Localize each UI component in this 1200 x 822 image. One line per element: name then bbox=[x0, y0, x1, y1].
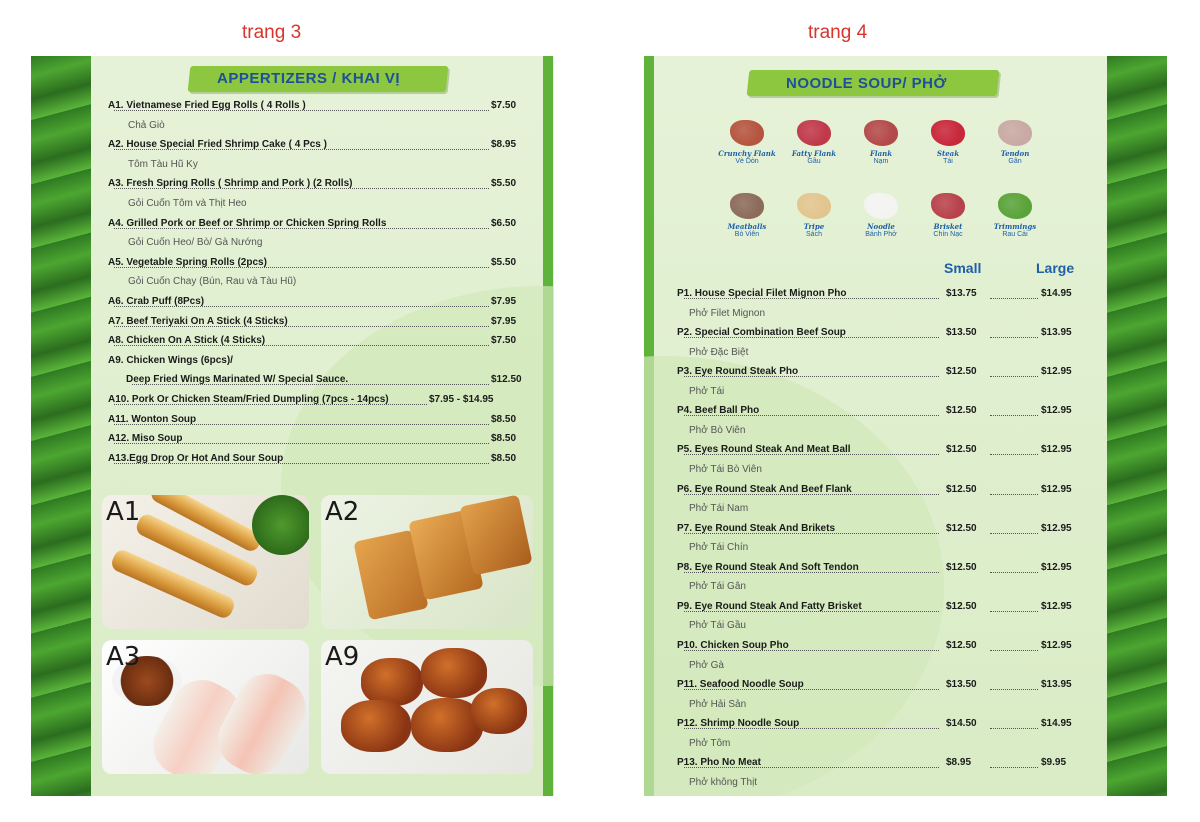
ingredient-name: Steak bbox=[936, 149, 960, 158]
ingredient-vietnamese: Vè Dòn bbox=[735, 158, 759, 165]
dot-leader bbox=[990, 572, 1038, 573]
dot-leader bbox=[990, 376, 1038, 377]
menu-item-name: A3. Fresh Spring Rolls ( Shrimp and Pork ) (2 Rolls) bbox=[108, 178, 353, 190]
page-label-right: trang 4 bbox=[808, 22, 868, 43]
menu-item-price-small: $13.50 bbox=[946, 327, 977, 339]
menu-page-4 bbox=[644, 56, 1167, 796]
appetizers-title: APPERTIZERS / KHAI VỊ bbox=[217, 70, 401, 87]
menu-item-price-large: $12.95 bbox=[1041, 444, 1072, 456]
menu-item-price-large: $12.95 bbox=[1041, 561, 1072, 573]
photo-a9 bbox=[321, 640, 533, 774]
menu-item-price-large: $14.95 bbox=[1041, 718, 1072, 730]
ingredient-name: Noodle bbox=[867, 222, 895, 231]
menu-item-vietnamese: Chả Giò bbox=[128, 119, 165, 131]
menu-item-name: A4. Grilled Pork or Beef or Shrimp or Chicken Spring Rolls bbox=[108, 217, 387, 229]
ingredient-vietnamese: Tái bbox=[943, 158, 953, 165]
menu-item-name: P5. Eyes Round Steak And Meat Ball bbox=[677, 444, 851, 456]
dot-leader bbox=[990, 533, 1038, 534]
ingredient-vietnamese: Bò Viên bbox=[734, 231, 760, 238]
ingredient-vietnamese: Sách bbox=[806, 231, 822, 238]
ingredient-name: Trimmings bbox=[993, 222, 1037, 231]
menu-item-price-large: $13.95 bbox=[1041, 679, 1072, 690]
ingredient-name: Flank bbox=[869, 149, 893, 158]
menu-item-name: A10. Pork Or Chicken Steam/Fried Dumpling (7pcs - 14pcs) bbox=[108, 394, 389, 405]
menu-item-price-small: $12.50 bbox=[946, 522, 977, 534]
ingredient-name: Tripe bbox=[803, 222, 825, 231]
dot-leader bbox=[990, 337, 1038, 338]
menu-item-name: A13.Egg Drop Or Hot And Sour Soup bbox=[108, 452, 284, 464]
page-label-left: trang 3 bbox=[242, 22, 302, 43]
ingredient-tendon bbox=[985, 120, 1045, 165]
menu-item-price-small: $12.50 bbox=[946, 639, 977, 651]
dot-leader bbox=[990, 415, 1038, 416]
ingredient-vietnamese: Rau Cải bbox=[1002, 231, 1028, 238]
left-decor-band bbox=[31, 56, 91, 796]
menu-item-name: P10. Chicken Soup Pho bbox=[677, 639, 789, 651]
dot-leader bbox=[990, 728, 1038, 729]
menu-item-name: P11. Seafood Noodle Soup bbox=[677, 679, 804, 690]
menu-item-vietnamese: Phở Tái Nam bbox=[689, 503, 749, 515]
menu-item-price-small: $12.50 bbox=[946, 366, 977, 378]
menu-item-price: $8.95 bbox=[491, 139, 517, 151]
menu-item-price-small: $13.75 bbox=[946, 288, 977, 299]
menu-item-vietnamese: Phở không Thịt bbox=[689, 776, 758, 788]
menu-item-name: P6. Eye Round Steak And Beef Flank bbox=[677, 483, 852, 495]
steak-icon bbox=[931, 120, 965, 146]
ingredient-name: Tendon bbox=[1000, 149, 1030, 158]
menu-item-price-large: $14.95 bbox=[1041, 288, 1072, 299]
menu-item-price-small: $12.50 bbox=[946, 600, 977, 612]
menu-item-vietnamese: Phở Bò Viên bbox=[689, 424, 746, 436]
menu-item-price-large: $12.95 bbox=[1041, 483, 1072, 495]
menu-item-price: $12.50 bbox=[491, 374, 522, 386]
ingredient-name: Meatballs bbox=[727, 222, 767, 231]
ingredient-name: Brisket bbox=[933, 222, 963, 231]
ingredient-vietnamese: Nạm bbox=[873, 158, 889, 165]
menu-item-price: $7.50 bbox=[491, 100, 517, 111]
menu-item-name: P9. Eye Round Steak And Fatty Brisket bbox=[677, 600, 862, 612]
dot-leader bbox=[990, 767, 1038, 768]
menu-item-price-small: $12.50 bbox=[946, 483, 977, 495]
menu-item-price: $8.50 bbox=[491, 413, 517, 425]
menu-item-name: A1. Vietnamese Fried Egg Rolls ( 4 Rolls ) bbox=[108, 100, 306, 111]
small-header: Small bbox=[944, 260, 982, 276]
ingredient-noodle bbox=[851, 193, 911, 238]
dot-leader bbox=[990, 611, 1038, 612]
menu-item-price: $7.95 bbox=[491, 296, 517, 307]
dot-leader bbox=[990, 650, 1038, 651]
menu-item-vietnamese: Tôm Tàu Hũ Ky bbox=[128, 158, 198, 170]
menu-item-price-large: $12.95 bbox=[1041, 639, 1072, 651]
menu-item-name: A11. Wonton Soup bbox=[108, 413, 197, 425]
menu-item-vietnamese: Phở Đặc Biệt bbox=[689, 346, 749, 358]
menu-item-price: $5.50 bbox=[491, 256, 517, 268]
ingredient-vietnamese: Gầu bbox=[807, 158, 821, 165]
tendon-icon bbox=[998, 120, 1032, 146]
photo-tag-a3: A3 bbox=[106, 642, 141, 672]
menu-item-price-large: $12.95 bbox=[1041, 366, 1072, 378]
menu-item-vietnamese: Phở Tái Chín bbox=[689, 542, 749, 554]
ingredient-trimmings bbox=[985, 193, 1045, 238]
menu-item-price-small: $12.50 bbox=[946, 444, 977, 456]
ingredient-meatballs bbox=[717, 193, 777, 238]
ingredient-name: Fatty Flank bbox=[791, 149, 837, 158]
menu-item-name: P13. Pho No Meat bbox=[677, 757, 761, 769]
menu-item-vietnamese: Phở Tái Gân bbox=[689, 581, 746, 593]
menu-item-name: A8. Chicken On A Stick (4 Sticks) bbox=[108, 335, 266, 347]
photo-a1 bbox=[102, 495, 309, 629]
menu-item-name: A6. Crab Puff (8Pcs) bbox=[108, 296, 205, 307]
menu-item-vietnamese: Phở Tôm bbox=[689, 737, 731, 749]
photo-a2 bbox=[321, 495, 533, 629]
menu-item-price-large: $9.95 bbox=[1041, 757, 1067, 769]
crunchy-flank-icon bbox=[730, 120, 764, 146]
menu-item-name: P1. House Special Filet Mignon Pho bbox=[677, 288, 847, 299]
large-header: Large bbox=[1036, 260, 1075, 276]
menu-item-price-large: $13.95 bbox=[1041, 327, 1072, 339]
menu-item-name: A7. Beef Teriyaki On A Stick (4 Sticks) bbox=[108, 315, 288, 327]
menu-item-name: A5. Vegetable Spring Rolls (2pcs) bbox=[108, 256, 267, 268]
menu-item-price: $5.50 bbox=[491, 178, 517, 190]
ingredient-crunchy-flank bbox=[717, 120, 777, 165]
chicken-wing-shape bbox=[341, 700, 411, 752]
chicken-wing-shape bbox=[471, 688, 527, 734]
menu-item-name: P3. Eye Round Steak Pho bbox=[677, 366, 799, 378]
menu-item-vietnamese: Phở Tái bbox=[689, 385, 725, 397]
menu-item-price-small: $13.50 bbox=[946, 679, 977, 690]
dot-leader bbox=[990, 454, 1038, 455]
brisket-icon bbox=[931, 193, 965, 219]
menu-item-vietnamese: Gỏi Cuốn Tôm và Thịt Heo bbox=[128, 198, 247, 209]
menu-item-name: P2. Special Combination Beef Soup bbox=[677, 327, 846, 339]
chicken-wing-shape bbox=[421, 648, 487, 698]
dot-leader bbox=[990, 494, 1038, 495]
menu-item-price-large: $12.95 bbox=[1041, 405, 1072, 417]
dot-leader bbox=[990, 689, 1038, 690]
menu-item-vietnamese: Phở Hải Sản bbox=[689, 698, 747, 710]
background-swoosh bbox=[644, 356, 944, 796]
menu-item-price-small: $14.50 bbox=[946, 718, 977, 730]
ingredient-vietnamese: Chín Nạc bbox=[933, 231, 963, 238]
ingredient-name: Crunchy Flank bbox=[718, 149, 776, 158]
menu-item-name: A12. Miso Soup bbox=[108, 433, 183, 445]
menu-item-name: P7. Eye Round Steak And Brikets bbox=[677, 522, 836, 534]
menu-item-price-small: $12.50 bbox=[946, 561, 977, 573]
menu-item-price-large: $12.95 bbox=[1041, 600, 1072, 612]
menu-item-price-small: $12.50 bbox=[946, 405, 977, 417]
ingredient-tripe bbox=[784, 193, 844, 238]
ingredient-brisket bbox=[918, 193, 978, 238]
ingredient-fatty-flank bbox=[784, 120, 844, 165]
menu-item-name: A2. House Special Fried Shrimp Cake ( 4 Pcs ) bbox=[108, 139, 327, 151]
menu-item-price: $8.50 bbox=[491, 433, 517, 445]
menu-item-vietnamese: Phở Gà bbox=[689, 659, 724, 671]
photo-tag-a2: A2 bbox=[325, 497, 360, 527]
ingredient-vietnamese: Bánh Phở bbox=[865, 231, 897, 238]
flank-icon bbox=[864, 120, 898, 146]
trimmings-icon bbox=[998, 193, 1032, 219]
menu-item-price-large: $12.95 bbox=[1041, 522, 1072, 534]
tripe-icon bbox=[797, 193, 831, 219]
menu-item-name: Deep Fried Wings Marinated W/ Special Sauce. bbox=[126, 374, 349, 386]
menu-item-price: $7.50 bbox=[491, 335, 517, 347]
menu-item-name: P4. Beef Ball Pho bbox=[677, 405, 760, 417]
menu-item-name: A9. Chicken Wings (6pcs)/ bbox=[108, 354, 233, 366]
noodle-icon bbox=[864, 193, 898, 219]
menu-item-price-small: $8.95 bbox=[946, 757, 972, 769]
menu-item-vietnamese: Gỏi Cuốn Chay (Bún, Rau và Tàu Hũ) bbox=[128, 276, 297, 288]
menu-item-price: $8.50 bbox=[491, 452, 517, 464]
photo-tag-a9: A9 bbox=[325, 642, 360, 672]
menu-item-price: $7.95 bbox=[491, 315, 517, 327]
meatballs-icon bbox=[730, 193, 764, 219]
menu-page-3 bbox=[31, 56, 554, 796]
ingredient-flank bbox=[851, 120, 911, 165]
menu-item-price: $6.50 bbox=[491, 217, 517, 229]
photo-a3 bbox=[102, 640, 309, 774]
photo-tag-a1: A1 bbox=[106, 497, 141, 527]
menu-item-vietnamese: Phở Tái Gầu bbox=[689, 620, 746, 632]
menu-item-name: P8. Eye Round Steak And Soft Tendon bbox=[677, 561, 859, 573]
menu-item-vietnamese: Phở Filet Mignon bbox=[689, 307, 766, 319]
ingredient-vietnamese: Gân bbox=[1008, 158, 1022, 165]
garnish-shape bbox=[252, 495, 309, 555]
menu-item-vietnamese: Phở Tái Bò Viên bbox=[689, 464, 762, 475]
dot-leader bbox=[990, 298, 1038, 299]
chicken-wing-shape bbox=[361, 658, 423, 706]
menu-item-name: P12. Shrimp Noodle Soup bbox=[677, 718, 800, 730]
menu-item-vietnamese: Gỏi Cuốn Heo/ Bò/ Gà Nướng bbox=[128, 237, 263, 249]
ingredient-steak bbox=[918, 120, 978, 165]
noodle-title: NOODLE SOUP/ PHỞ bbox=[786, 75, 947, 92]
menu-item-price: $7.95 - $14.95 bbox=[429, 394, 494, 405]
right-decor-band bbox=[1107, 56, 1167, 796]
fatty-flank-icon bbox=[797, 120, 831, 146]
